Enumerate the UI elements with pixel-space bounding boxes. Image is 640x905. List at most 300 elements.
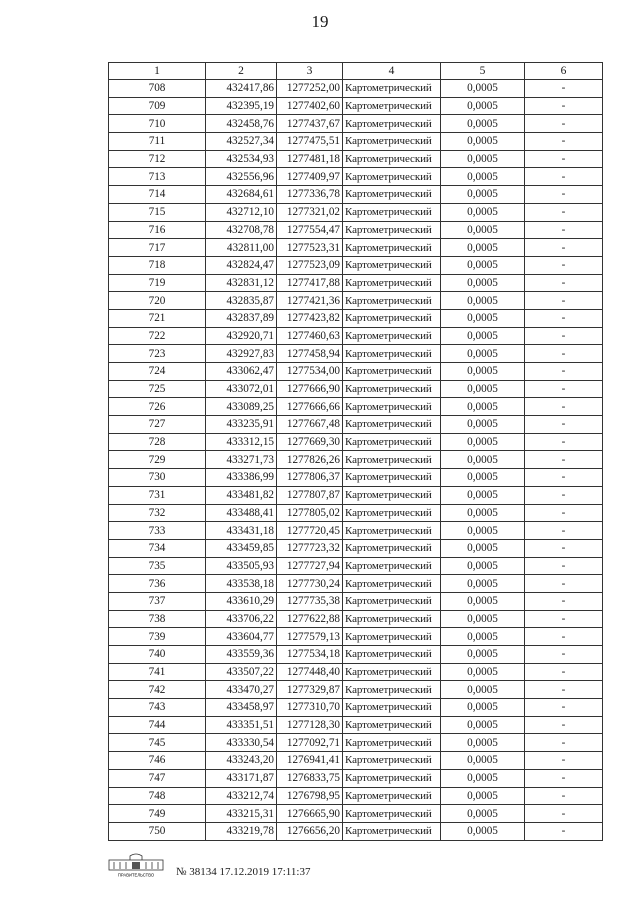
method-cell: Картометрический [343,186,441,204]
point-number-cell: 714 [109,186,206,204]
note-cell: - [525,752,603,770]
point-number-cell: 723 [109,345,206,363]
table-row [109,663,603,681]
accuracy-cell: 0,0005 [441,380,525,398]
method-cell: Картометрический [343,486,441,504]
y-coordinate-cell: 1277523,31 [277,239,343,257]
note-cell: - [525,256,603,274]
table-row [109,822,603,840]
x-coordinate-cell: 433089,25 [206,398,277,416]
table-row [109,752,603,770]
method-cell: Картометрический [343,327,441,345]
y-coordinate-cell: 1277437,67 [277,115,343,133]
y-coordinate-cell: 1277417,88 [277,274,343,292]
note-cell: - [525,787,603,805]
point-number-cell: 735 [109,557,206,575]
method-cell: Картометрический [343,504,441,522]
x-coordinate-cell: 433505,93 [206,557,277,575]
y-coordinate-cell: 1277806,37 [277,469,343,487]
note-cell: - [525,522,603,540]
note-cell: - [525,716,603,734]
x-coordinate-cell: 432395,19 [206,97,277,115]
method-cell: Картометрический [343,203,441,221]
x-coordinate-cell: 432831,12 [206,274,277,292]
point-number-cell: 726 [109,398,206,416]
table-row [109,433,603,451]
method-cell: Картометрический [343,345,441,363]
point-number-cell: 721 [109,309,206,327]
point-number-cell: 709 [109,97,206,115]
x-coordinate-cell: 433431,18 [206,522,277,540]
point-number-cell: 722 [109,327,206,345]
table-row [109,486,603,504]
note-cell: - [525,451,603,469]
accuracy-cell: 0,0005 [441,292,525,310]
table-row [109,681,603,699]
point-number-cell: 719 [109,274,206,292]
accuracy-cell: 0,0005 [441,716,525,734]
method-cell: Картометрический [343,769,441,787]
table-row [109,504,603,522]
y-coordinate-cell: 1277534,18 [277,646,343,664]
y-coordinate-cell: 1277807,87 [277,486,343,504]
x-coordinate-cell: 433386,99 [206,469,277,487]
table-row [109,292,603,310]
y-coordinate-cell: 1277805,02 [277,504,343,522]
table-row [109,256,603,274]
point-number-cell: 741 [109,663,206,681]
accuracy-cell: 0,0005 [441,309,525,327]
table-row [109,168,603,186]
x-coordinate-cell: 433271,73 [206,451,277,469]
note-cell: - [525,699,603,717]
note-cell: - [525,416,603,434]
table-row [109,592,603,610]
note-cell: - [525,203,603,221]
method-cell: Картометрический [343,274,441,292]
point-number-cell: 718 [109,256,206,274]
table-row [109,699,603,717]
x-coordinate-cell: 432458,76 [206,115,277,133]
table-body [109,63,603,841]
point-number-cell: 739 [109,628,206,646]
accuracy-cell: 0,0005 [441,115,525,133]
method-cell: Картометрический [343,822,441,840]
accuracy-cell: 0,0005 [441,97,525,115]
note-cell: - [525,168,603,186]
accuracy-cell: 0,0005 [441,752,525,770]
x-coordinate-cell: 432835,87 [206,292,277,310]
y-coordinate-cell: 1277481,18 [277,150,343,168]
method-cell: Картометрический [343,451,441,469]
y-coordinate-cell: 1277336,78 [277,186,343,204]
point-number-cell: 730 [109,469,206,487]
y-coordinate-cell: 1276656,20 [277,822,343,840]
y-coordinate-cell: 1277252,00 [277,80,343,98]
y-coordinate-cell: 1277666,90 [277,380,343,398]
accuracy-cell: 0,0005 [441,610,525,628]
note-cell: - [525,646,603,664]
method-cell: Картометрический [343,97,441,115]
table-row [109,716,603,734]
method-cell: Картометрический [343,239,441,257]
method-cell: Картометрический [343,557,441,575]
method-cell: Картометрический [343,168,441,186]
method-cell: Картометрический [343,133,441,151]
accuracy-cell: 0,0005 [441,628,525,646]
method-cell: Картометрический [343,699,441,717]
accuracy-cell: 0,0005 [441,168,525,186]
y-coordinate-cell: 1277421,36 [277,292,343,310]
point-number-cell: 728 [109,433,206,451]
x-coordinate-cell: 433507,22 [206,663,277,681]
y-coordinate-cell: 1277310,70 [277,699,343,717]
x-coordinate-cell: 433604,77 [206,628,277,646]
point-number-cell: 731 [109,486,206,504]
method-cell: Картометрический [343,610,441,628]
point-number-cell: 729 [109,451,206,469]
y-coordinate-cell: 1277321,02 [277,203,343,221]
point-number-cell: 725 [109,380,206,398]
method-cell: Картометрический [343,150,441,168]
table-row [109,80,603,98]
note-cell: - [525,292,603,310]
accuracy-cell: 0,0005 [441,539,525,557]
table-row [109,115,603,133]
x-coordinate-cell: 432824,47 [206,256,277,274]
point-number-cell: 720 [109,292,206,310]
table-row [109,150,603,168]
x-coordinate-cell: 432527,34 [206,133,277,151]
point-number-cell: 713 [109,168,206,186]
y-coordinate-cell: 1277409,97 [277,168,343,186]
table-row [109,787,603,805]
table-row [109,646,603,664]
y-coordinate-cell: 1277727,94 [277,557,343,575]
y-coordinate-cell: 1277723,32 [277,539,343,557]
y-coordinate-cell: 1277579,13 [277,628,343,646]
point-number-cell: 732 [109,504,206,522]
y-coordinate-cell: 1276833,75 [277,769,343,787]
x-coordinate-cell: 433481,82 [206,486,277,504]
accuracy-cell: 0,0005 [441,274,525,292]
note-cell: - [525,469,603,487]
x-coordinate-cell: 432920,71 [206,327,277,345]
header-cell: 2 [206,63,277,80]
method-cell: Картометрический [343,80,441,98]
point-number-cell: 712 [109,150,206,168]
point-number-cell: 742 [109,681,206,699]
note-cell: - [525,380,603,398]
y-coordinate-cell: 1277666,66 [277,398,343,416]
table-row [109,734,603,752]
note-cell: - [525,539,603,557]
point-number-cell: 733 [109,522,206,540]
table-row [109,416,603,434]
x-coordinate-cell: 433330,54 [206,734,277,752]
y-coordinate-cell: 1277128,30 [277,716,343,734]
y-coordinate-cell: 1277826,26 [277,451,343,469]
x-coordinate-cell: 433171,87 [206,769,277,787]
table-row [109,557,603,575]
note-cell: - [525,769,603,787]
point-number-cell: 738 [109,610,206,628]
accuracy-cell: 0,0005 [441,256,525,274]
note-cell: - [525,822,603,840]
accuracy-cell: 0,0005 [441,681,525,699]
table-row [109,327,603,345]
note-cell: - [525,663,603,681]
point-number-cell: 708 [109,80,206,98]
method-cell: Картометрический [343,575,441,593]
table-row [109,769,603,787]
x-coordinate-cell: 432837,89 [206,309,277,327]
point-number-cell: 743 [109,699,206,717]
note-cell: - [525,734,603,752]
y-coordinate-cell: 1277460,63 [277,327,343,345]
x-coordinate-cell: 432712,10 [206,203,277,221]
accuracy-cell: 0,0005 [441,469,525,487]
point-number-cell: 734 [109,539,206,557]
note-cell: - [525,592,603,610]
accuracy-cell: 0,0005 [441,363,525,381]
x-coordinate-cell: 433219,78 [206,822,277,840]
method-cell: Картометрический [343,292,441,310]
page-number: 19 [311,12,329,31]
accuracy-cell: 0,0005 [441,486,525,504]
accuracy-cell: 0,0005 [441,787,525,805]
point-number-cell: 749 [109,805,206,823]
point-number-cell: 744 [109,716,206,734]
method-cell: Картометрический [343,469,441,487]
accuracy-cell: 0,0005 [441,80,525,98]
x-coordinate-cell: 433559,36 [206,646,277,664]
header-cell: 5 [441,63,525,80]
table-row [109,274,603,292]
accuracy-cell: 0,0005 [441,805,525,823]
table-header-row [109,63,603,80]
accuracy-cell: 0,0005 [441,327,525,345]
table-row [109,575,603,593]
note-cell: - [525,575,603,593]
y-coordinate-cell: 1276665,90 [277,805,343,823]
method-cell: Картометрический [343,221,441,239]
header-cell: 6 [525,63,603,80]
table-row [109,522,603,540]
point-number-cell: 747 [109,769,206,787]
point-number-cell: 737 [109,592,206,610]
method-cell: Картометрический [343,734,441,752]
accuracy-cell: 0,0005 [441,239,525,257]
x-coordinate-cell: 433072,01 [206,380,277,398]
y-coordinate-cell: 1276941,41 [277,752,343,770]
x-coordinate-cell: 433312,15 [206,433,277,451]
table-row [109,309,603,327]
accuracy-cell: 0,0005 [441,504,525,522]
note-cell: - [525,681,603,699]
table-row [109,805,603,823]
accuracy-cell: 0,0005 [441,769,525,787]
point-number-cell: 746 [109,752,206,770]
point-number-cell: 745 [109,734,206,752]
table-row [109,186,603,204]
x-coordinate-cell: 433706,22 [206,610,277,628]
x-coordinate-cell: 432417,86 [206,80,277,98]
point-number-cell: 710 [109,115,206,133]
x-coordinate-cell: 433458,97 [206,699,277,717]
method-cell: Картометрический [343,663,441,681]
table-row [109,345,603,363]
y-coordinate-cell: 1277735,38 [277,592,343,610]
method-cell: Картометрический [343,752,441,770]
point-number-cell: 724 [109,363,206,381]
x-coordinate-cell: 433610,29 [206,592,277,610]
y-coordinate-cell: 1277475,51 [277,133,343,151]
accuracy-cell: 0,0005 [441,663,525,681]
method-cell: Картометрический [343,592,441,610]
registration-stamp: № 38134 17.12.2019 17:11:37 [176,866,311,878]
accuracy-cell: 0,0005 [441,186,525,204]
table-row [109,203,603,221]
table-row [109,363,603,381]
accuracy-cell: 0,0005 [441,699,525,717]
x-coordinate-cell: 433538,18 [206,575,277,593]
header-cell: 1 [109,63,206,80]
note-cell: - [525,398,603,416]
note-cell: - [525,504,603,522]
point-number-cell: 716 [109,221,206,239]
y-coordinate-cell: 1277667,48 [277,416,343,434]
method-cell: Картометрический [343,398,441,416]
point-number-cell: 715 [109,203,206,221]
accuracy-cell: 0,0005 [441,150,525,168]
x-coordinate-cell: 432927,83 [206,345,277,363]
accuracy-cell: 0,0005 [441,416,525,434]
x-coordinate-cell: 433062,47 [206,363,277,381]
table-row [109,239,603,257]
y-coordinate-cell: 1277523,09 [277,256,343,274]
note-cell: - [525,274,603,292]
note-cell: - [525,628,603,646]
footer [108,852,408,882]
y-coordinate-cell: 1276798,95 [277,787,343,805]
table-row [109,628,603,646]
note-cell: - [525,97,603,115]
x-coordinate-cell: 432556,96 [206,168,277,186]
method-cell: Картометрический [343,115,441,133]
x-coordinate-cell: 433470,27 [206,681,277,699]
note-cell: - [525,221,603,239]
government-emblem-icon [108,852,164,878]
x-coordinate-cell: 432534,93 [206,150,277,168]
method-cell: Картометрический [343,416,441,434]
y-coordinate-cell: 1277458,94 [277,345,343,363]
method-cell: Картометрический [343,716,441,734]
point-number-cell: 748 [109,787,206,805]
accuracy-cell: 0,0005 [441,734,525,752]
table-row [109,451,603,469]
y-coordinate-cell: 1277622,88 [277,610,343,628]
accuracy-cell: 0,0005 [441,557,525,575]
note-cell: - [525,610,603,628]
accuracy-cell: 0,0005 [441,592,525,610]
table-row [109,539,603,557]
x-coordinate-cell: 433212,74 [206,787,277,805]
accuracy-cell: 0,0005 [441,221,525,239]
table-row [109,380,603,398]
table-row [109,221,603,239]
table-row [109,610,603,628]
x-coordinate-cell: 433235,91 [206,416,277,434]
x-coordinate-cell: 432811,00 [206,239,277,257]
y-coordinate-cell: 1277554,47 [277,221,343,239]
y-coordinate-cell: 1277329,87 [277,681,343,699]
svg-text:ПРАВИТЕЛЬСТВО: ПРАВИТЕЛЬСТВО [117,872,155,878]
point-number-cell: 750 [109,822,206,840]
y-coordinate-cell: 1277092,71 [277,734,343,752]
accuracy-cell: 0,0005 [441,646,525,664]
method-cell: Картометрический [343,628,441,646]
point-number-cell: 711 [109,133,206,151]
note-cell: - [525,150,603,168]
point-number-cell: 736 [109,575,206,593]
method-cell: Картометрический [343,539,441,557]
method-cell: Картометрический [343,433,441,451]
method-cell: Картометрический [343,787,441,805]
method-cell: Картометрический [343,805,441,823]
x-coordinate-cell: 432708,78 [206,221,277,239]
accuracy-cell: 0,0005 [441,575,525,593]
note-cell: - [525,80,603,98]
table-row [109,133,603,151]
note-cell: - [525,115,603,133]
x-coordinate-cell: 433488,41 [206,504,277,522]
method-cell: Картометрический [343,681,441,699]
accuracy-cell: 0,0005 [441,433,525,451]
y-coordinate-cell: 1277534,00 [277,363,343,381]
accuracy-cell: 0,0005 [441,822,525,840]
note-cell: - [525,133,603,151]
note-cell: - [525,433,603,451]
method-cell: Картометрический [343,380,441,398]
point-number-cell: 727 [109,416,206,434]
method-cell: Картометрический [343,646,441,664]
header-cell: 3 [277,63,343,80]
accuracy-cell: 0,0005 [441,451,525,469]
table-row [109,97,603,115]
note-cell: - [525,309,603,327]
note-cell: - [525,345,603,363]
note-cell: - [525,239,603,257]
table-row [109,469,603,487]
note-cell: - [525,327,603,345]
method-cell: Картометрический [343,363,441,381]
accuracy-cell: 0,0005 [441,345,525,363]
method-cell: Картометрический [343,522,441,540]
note-cell: - [525,557,603,575]
point-number-cell: 717 [109,239,206,257]
note-cell: - [525,363,603,381]
y-coordinate-cell: 1277402,60 [277,97,343,115]
y-coordinate-cell: 1277448,40 [277,663,343,681]
method-cell: Картометрический [343,309,441,327]
accuracy-cell: 0,0005 [441,203,525,221]
table-row [109,398,603,416]
y-coordinate-cell: 1277423,82 [277,309,343,327]
accuracy-cell: 0,0005 [441,522,525,540]
y-coordinate-cell: 1277720,45 [277,522,343,540]
x-coordinate-cell: 433215,31 [206,805,277,823]
